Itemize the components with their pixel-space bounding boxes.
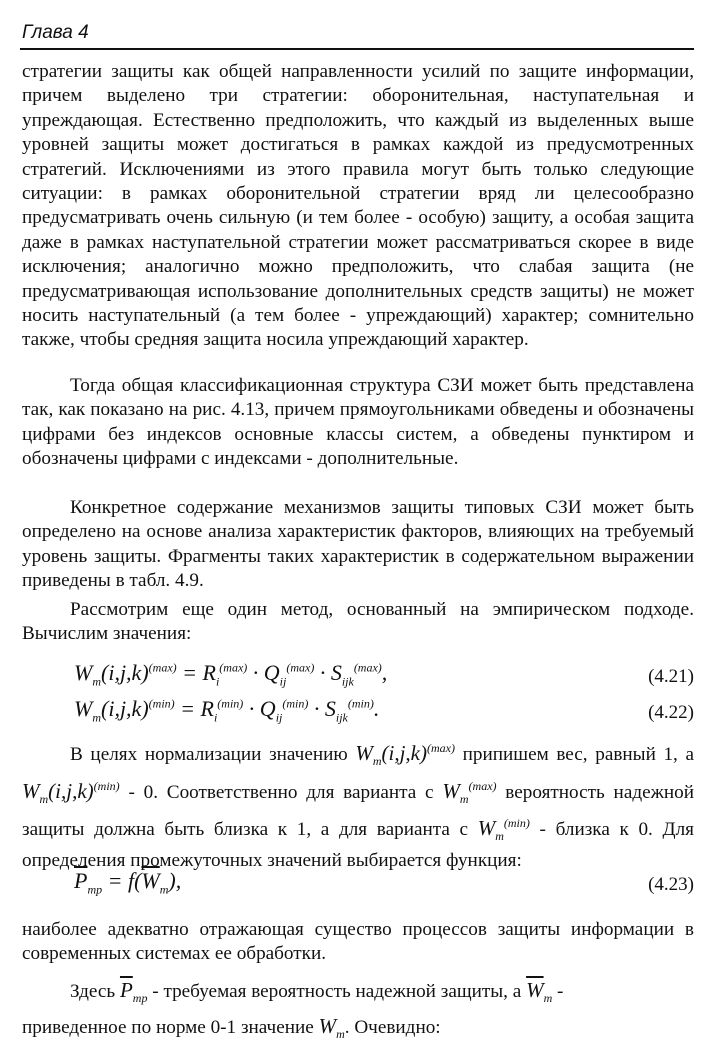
paragraph-mechanisms: Конкретное содержание механизмов защиты типовых СЗИ может быть определено на основе анализа характеристик факторов, влияющих на требуемый уровень защиты. Фрагменты таких характеристик в содержательном выражении приведены в табл. 4.9. bbox=[22, 497, 694, 592]
paragraph-adequacy: наиболее адекватно отражающая существо процессов защиты информации в современных системах ее обработки. bbox=[22, 919, 694, 965]
inline-w-min: $W_m(i,j,k)^{(min)}$ bbox=[22, 778, 120, 806]
formula-4-23 bbox=[74, 868, 694, 900]
inline-wm-min: $W_m^{(min)}$ bbox=[477, 816, 530, 844]
formula-4-22-expression: $W_m(i,j,k)^{(min)} = R_i^{(min)} \cdot Q_{ij}^{(min)} \cdot S_{ijk}^{(min)}$. bbox=[74, 696, 380, 725]
paragraph-normalization: В целях нормализации значению $W_m(i,j,k)^{(max)}$ припишем вес, равный 1, а $W_m(i,j,k)^{(min)} - 0$. Соответственно для варианта с $W_m^{(max)}$ вероятность надежной защиты должна быть близка к 1, а для варианта с $W_m^{(min)}$ - близка к 0. Для определения промежуточных значений выбирается функция: bbox=[22, 741, 695, 871]
equation-number-4-21: (4.21) bbox=[648, 666, 694, 687]
inline-p-tr: $\overline{P}_{тр}$ bbox=[119, 978, 148, 1006]
inline-wm: $W_m$ bbox=[318, 1014, 345, 1042]
equation-number-4-23: (4.23) bbox=[648, 874, 694, 895]
inline-w-max: $W_m(i,j,k)^{(max)}$ bbox=[355, 741, 455, 769]
paragraph-normalized: приведенное по норме 0-1 значение $W_m$. Очевидно: bbox=[22, 1014, 441, 1042]
equation-number-4-22: (4.22) bbox=[648, 702, 694, 723]
paragraph-strategies: стратегии защиты как общей направленности усилий по защите информации, причем выделено три стратегии: оборонительная, наступательная и упреждающая. Естественно предположить, что каждый из выделенных выше уровней защиты может достигаться в рамках каждой из предусмотренных стратегий. Исключениями из этого правила могут быть только следующие ситуации: в рамках оборонительной стратегии вряд ли целесообразно предусматривать очень сильную (и тем более - особую) защиту, а особая защита даже в рамках наступательной стратегии может рассматриваться скорее в виде исключения; аналогично можно предположить, что слабая защита (не предусматривающая использование дополнительных средств защиты) не может носить наступательный (а тем более - упреждающий) характер; сомнительно также, чтобы средняя защита носила упреждающий характер. bbox=[22, 61, 694, 351]
formula-4-23-expression: $\overline{P}_{тр} = f(\overline{W}_m)$, bbox=[74, 868, 182, 897]
formula-4-21-expression: $W_m(i,j,k)^{(max)} = R_i^{(max)} \cdot Q_{ij}^{(max)} \cdot S_{ijk}^{(max)}$, bbox=[74, 660, 388, 689]
page-header bbox=[20, 18, 694, 50]
paragraph-here: Здесь $\overline{P}_{тр}$ - требуемая вероятность надежной защиты, а $\overline{W}_m$ - bbox=[70, 978, 564, 1006]
formula-4-22 bbox=[74, 696, 694, 728]
inline-w-bar: $\overline{W}_m$ bbox=[526, 978, 553, 1006]
paragraph-classification: Тогда общая классификационная структура СЗИ может быть представлена так, как показано на рис. 4.13, причем прямоугольниками обведены и обозначены цифрами без индексов основные классы систем, а обведены пунктиром и обозначены цифрами с индексами - дополнительные. bbox=[22, 375, 694, 470]
formula-4-21 bbox=[74, 660, 694, 692]
paragraph-method: Рассмотрим еще один метод, основанный на эмпирическом подходе. Вычислим значения: bbox=[22, 599, 694, 645]
chapter-title: Глава 4 bbox=[22, 22, 89, 43]
inline-wm-max: $W_m^{(max)}$ bbox=[442, 778, 497, 806]
